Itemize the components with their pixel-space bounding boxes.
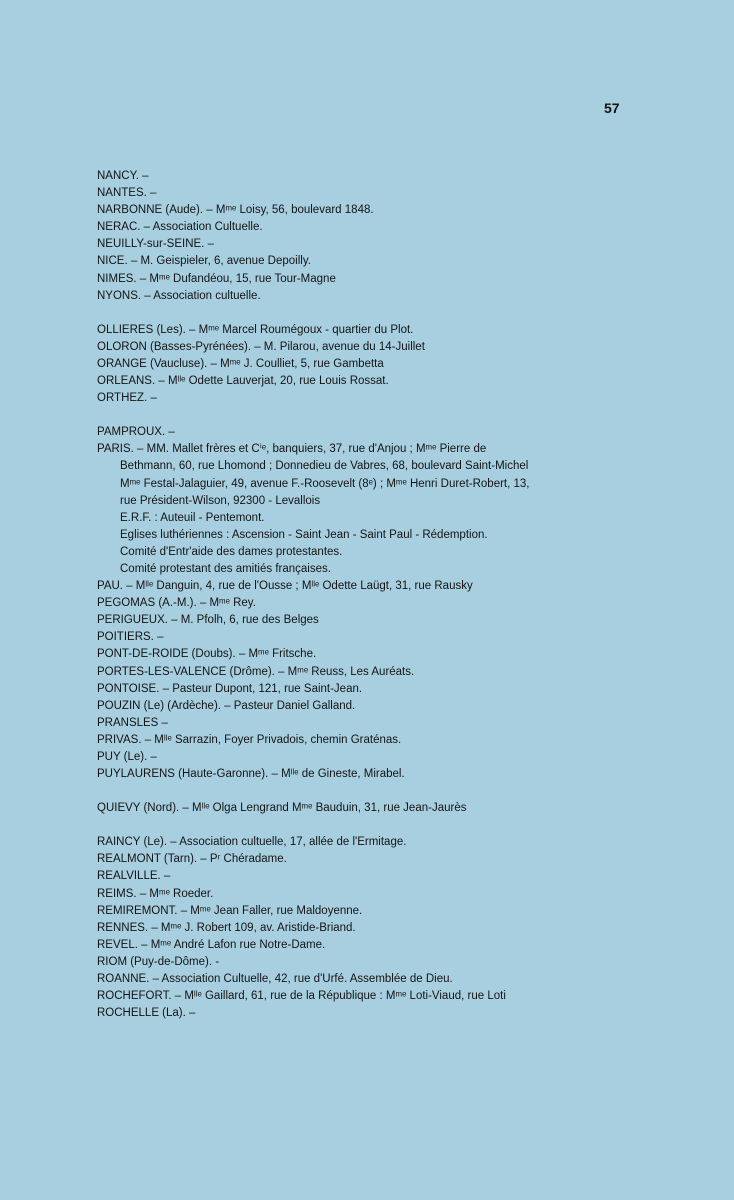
directory-entry: POUZIN (Le) (Ardèche). – Pasteur Daniel Galland. (97, 699, 356, 712)
directory-entry-continuation: Comité protestant des amitiés françaises. (120, 562, 331, 575)
directory-entry: NEUILLY-sur-SEINE. – (97, 238, 214, 251)
directory-entry: REVEL. – Mᵐᵉ André Lafon rue Notre-Dame. (97, 938, 326, 951)
directory-entry-continuation: E.R.F. : Auteuil - Pentemont. (120, 511, 265, 524)
directory-entry: PONT-DE-ROIDE (Doubs). – Mᵐᵉ Fritsche. (97, 648, 317, 661)
directory-entry: REIMS. – Mᵐᵉ Roeder. (97, 887, 214, 900)
directory-entry: QUIEVY (Nord). – Mˡˡᵉ Olga Lengrand Mᵐᵉ Bauduin, 31, rue Jean-Jaurès (97, 802, 467, 815)
directory-entry: PARIS. – MM. Mallet frères et Cⁱᵉ, banquiers, 37, rue d'Anjou ; Mᵐᵉ Pierre de (97, 443, 487, 456)
directory-entry: ORANGE (Vaucluse). – Mᵐᵉ J. Coulliet, 5, rue Gambetta (97, 357, 384, 370)
directory-section (97, 424, 727, 783)
directory-entry: ROANNE. – Association Cultuelle, 42, rue d'Urfé. Assemblée de Dieu. (97, 973, 453, 986)
directory-entry: ORLEANS. – Mˡˡᵉ Odette Lauverjat, 20, rue Louis Rossat. (97, 375, 389, 388)
directory-entry: ROCHELLE (La). – (97, 1007, 196, 1020)
directory-entry: PRIVAS. – Mˡˡᵉ Sarrazin, Foyer Privadois, chemin Graténas. (97, 733, 402, 746)
directory-entry: RENNES. – Mᵐᵉ J. Robert 109, av. Aristide-Briand. (97, 921, 356, 934)
directory-entry-continuation: Eglises luthériennes : Ascension - Saint Jean - Saint Paul - Rédemption. (120, 528, 488, 541)
directory-listing (97, 168, 727, 1022)
directory-entry: OLORON (Basses-Pyrénées). – M. Pilarou, avenue du 14-Juillet (97, 340, 425, 353)
directory-entry: NIMES. – Mᵐᵉ Dufandéou, 15, rue Tour-Magne (97, 272, 336, 285)
directory-entry-continuation: Mᵐᵉ Festal-Jalaguier, 49, avenue F.-Roosevelt (8ᵉ) ; Mᵐᵉ Henri Duret-Robert, 13, (120, 477, 530, 490)
directory-entry-continuation: Comité d'Entr'aide des dames protestantes. (120, 545, 343, 558)
directory-entry: PUY (Le). – (97, 751, 157, 763)
directory-entry: NICE. – M. Geispieler, 6, avenue Depoilly. (97, 255, 311, 268)
directory-entry-continuation: rue Président-Wilson, 92300 - Levallois (120, 494, 321, 507)
directory-entry: RAINCY (Le). – Association cultuelle, 17, allée de l'Ermitage. (97, 836, 407, 849)
directory-section (97, 800, 727, 817)
directory-entry: NANTES. – (97, 187, 157, 200)
directory-entry: PAU. – Mˡˡᵉ Danguin, 4, rue de l'Ousse ; Mˡˡᵉ Odette Laügt, 31, rue Rausky (97, 580, 473, 593)
directory-entry: PRANSLES – (97, 716, 168, 729)
directory-entry: REALMONT (Tarn). – Pʳ Chéradame. (97, 853, 287, 866)
directory-entry: PAMPROUX. – (97, 426, 175, 439)
directory-entry: NARBONNE (Aude). – Mᵐᵉ Loisy, 56, boulevard 1848. (97, 204, 374, 217)
directory-entry: OLLIERES (Les). – Mᵐᵉ Marcel Roumégoux - quartier du Plot. (97, 323, 414, 336)
directory-entry: PUYLAURENS (Haute-Garonne). – Mˡˡᵉ de Gineste, Mirabel. (97, 768, 405, 781)
directory-entry: REALVILLE. – (97, 870, 171, 883)
directory-entry: PEGOMAS (A.-M.). – Mᵐᵉ Rey. (97, 597, 256, 610)
page-number: 57 (604, 100, 620, 116)
directory-section (97, 322, 727, 407)
directory-entry: ROCHEFORT. – Mˡˡᵉ Gaillard, 61, rue de la République : Mᵐᵉ Loti-Viaud, rue Loti (97, 990, 506, 1003)
directory-entry: PORTES-LES-VALENCE (Drôme). – Mᵐᵉ Reuss, Les Auréats. (97, 665, 415, 678)
directory-entry: REMIREMONT. – Mᵐᵉ Jean Faller, rue Maldoyenne. (97, 904, 363, 917)
directory-entry: PERIGUEUX. – M. Pfolh, 6, rue des Belges (97, 614, 319, 627)
directory-entry: PONTOISE. – Pasteur Dupont, 121, rue Saint-Jean. (97, 682, 363, 695)
directory-entry-continuation: Bethmann, 60, rue Lhomond ; Donnedieu de Vabres, 68, boulevard Saint-Michel (120, 460, 529, 473)
directory-entry: ORTHEZ. – (97, 392, 157, 405)
directory-entry: POITIERS. – (97, 631, 164, 644)
directory-entry: NERAC. – Association Cultuelle. (97, 221, 263, 234)
directory-section (97, 168, 727, 305)
directory-entry: RIOM (Puy-de-Dôme). - (97, 955, 220, 968)
directory-section (97, 834, 727, 1022)
directory-entry: NYONS. – Association cultuelle. (97, 289, 261, 302)
directory-entry: NANCY. – (97, 170, 149, 182)
